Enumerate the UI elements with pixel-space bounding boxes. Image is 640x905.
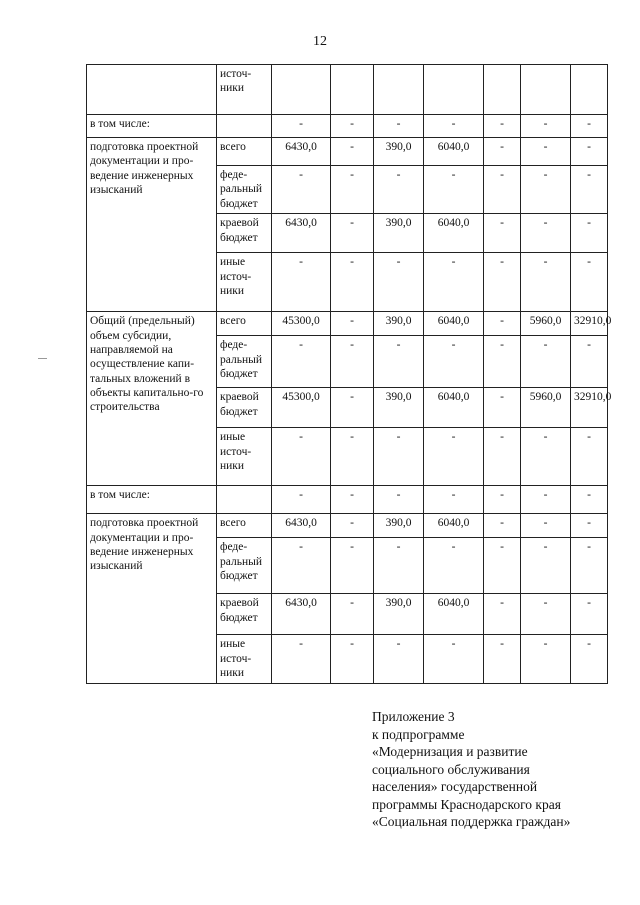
funding-source: источ-ники [217, 65, 272, 115]
value-cell: - [521, 115, 571, 138]
margin-mark [38, 358, 47, 359]
value-cell: 6040,0 [424, 594, 484, 635]
value-cell: - [424, 635, 484, 684]
value-cell: - [571, 336, 608, 388]
value-cell: 32910,0 [571, 312, 608, 336]
value-cell: - [571, 594, 608, 635]
value-cell: - [331, 538, 374, 594]
value-cell: 390,0 [374, 594, 424, 635]
table-body [87, 65, 612, 684]
value-cell: - [331, 428, 374, 486]
value-cell: - [521, 514, 571, 538]
value-cell: - [484, 214, 521, 253]
value-cell: - [331, 336, 374, 388]
appendix-line: «Социальная поддержка граждан» [372, 814, 571, 829]
funding-source: иные источ-ники [217, 253, 272, 312]
funding-source: феде-ральный бюджет [217, 166, 272, 214]
value-cell: - [521, 428, 571, 486]
value-cell: - [424, 166, 484, 214]
value-cell: - [521, 138, 571, 166]
value-cell: - [331, 594, 374, 635]
value-cell: - [272, 635, 331, 684]
appendix-line: программы Краснодарского края [372, 796, 561, 812]
value-cell: - [272, 115, 331, 138]
value-cell: 5960,0 [521, 312, 571, 336]
value-cell: - [331, 138, 374, 166]
value-cell [424, 65, 484, 115]
value-cell: - [484, 115, 521, 138]
value-cell: 45300,0 [272, 388, 331, 428]
value-cell: - [571, 214, 608, 253]
value-cell: - [331, 388, 374, 428]
value-cell [484, 65, 521, 115]
value-cell: - [374, 336, 424, 388]
funding-source: краевой бюджет [217, 214, 272, 253]
value-cell: - [272, 166, 331, 214]
value-cell: 6430,0 [272, 214, 331, 253]
funding-source: иные источ-ники [217, 635, 272, 684]
value-cell: - [272, 428, 331, 486]
appendix-line: населения» государственной [372, 779, 538, 794]
value-cell [521, 65, 571, 115]
appendix-line: к подпрограмме [372, 726, 465, 742]
value-cell: - [424, 115, 484, 138]
value-cell: - [571, 138, 608, 166]
value-cell: - [571, 514, 608, 538]
value-cell: - [571, 635, 608, 684]
value-cell: 45300,0 [272, 312, 331, 336]
value-cell: - [521, 594, 571, 635]
value-cell: 390,0 [374, 214, 424, 253]
appendix-line: Приложение 3 [372, 709, 455, 724]
value-cell: - [331, 115, 374, 138]
value-cell: 6040,0 [424, 214, 484, 253]
value-cell: - [571, 486, 608, 514]
funding-source [217, 486, 272, 514]
value-cell: 5960,0 [521, 388, 571, 428]
value-cell: - [424, 253, 484, 312]
value-cell: - [571, 428, 608, 486]
page-number: 12 [313, 34, 327, 49]
value-cell: - [484, 594, 521, 635]
value-cell: - [272, 486, 331, 514]
value-cell: - [484, 428, 521, 486]
value-cell: - [374, 115, 424, 138]
value-cell [374, 65, 424, 115]
value-cell: - [484, 166, 521, 214]
value-cell: - [374, 486, 424, 514]
value-cell: - [424, 538, 484, 594]
value-cell: - [374, 253, 424, 312]
value-cell: - [484, 486, 521, 514]
value-cell: 6430,0 [272, 514, 331, 538]
value-cell: - [484, 312, 521, 336]
value-cell: - [484, 514, 521, 538]
value-cell: - [484, 253, 521, 312]
value-cell: - [521, 166, 571, 214]
funding-source: краевой бюджет [217, 594, 272, 635]
table-row [87, 65, 608, 115]
value-cell: - [424, 336, 484, 388]
funding-source: краевой бюджет [217, 388, 272, 428]
value-cell: 390,0 [374, 312, 424, 336]
row-label: подготовка проектной документации и про-ведение инженерных изысканий [90, 141, 199, 197]
value-cell: - [521, 336, 571, 388]
value-cell: - [484, 336, 521, 388]
table-row [87, 138, 608, 166]
value-cell: - [272, 336, 331, 388]
row-label: в том числе: [90, 489, 150, 502]
value-cell: - [521, 635, 571, 684]
funding-source: всего [217, 312, 272, 336]
value-cell: - [331, 312, 374, 336]
table-row [87, 312, 608, 336]
funding-source: иные источ-ники [217, 428, 272, 486]
value-cell: - [424, 486, 484, 514]
funding-source: всего [217, 138, 272, 166]
row-label-cell [87, 486, 217, 514]
funding-source [217, 115, 272, 138]
value-cell: - [571, 538, 608, 594]
funding-source: феде-ральный бюджет [217, 336, 272, 388]
value-cell: - [571, 115, 608, 138]
funding-source: всего [217, 514, 272, 538]
appendix-line: «Модернизация и развитие [372, 744, 528, 759]
value-cell: 6040,0 [424, 138, 484, 166]
value-cell: 6430,0 [272, 594, 331, 635]
value-cell: - [521, 253, 571, 312]
value-cell: 6040,0 [424, 388, 484, 428]
value-cell: - [374, 635, 424, 684]
value-cell: 32910,0 [571, 388, 608, 428]
row-label-cell [87, 138, 217, 312]
value-cell: 390,0 [374, 388, 424, 428]
row-label: Общий (предельный) объем субсидии, направляемой на осуществление капи-тальных вложений в объекты капитально-го строительства [90, 315, 204, 414]
value-cell: - [374, 166, 424, 214]
value-cell: - [331, 635, 374, 684]
value-cell: - [521, 486, 571, 514]
appendix-note [372, 708, 570, 831]
table-row [87, 514, 608, 538]
row-label-cell [87, 115, 217, 138]
row-label-cell [87, 65, 217, 115]
value-cell: 6040,0 [424, 312, 484, 336]
value-cell: - [374, 538, 424, 594]
table-row [87, 486, 608, 514]
value-cell: - [272, 538, 331, 594]
row-label-cell [87, 514, 217, 684]
table-row [87, 115, 608, 138]
value-cell: - [374, 428, 424, 486]
value-cell [331, 65, 374, 115]
value-cell: 6430,0 [272, 138, 331, 166]
value-cell: - [331, 214, 374, 253]
value-cell: - [331, 486, 374, 514]
value-cell: - [484, 138, 521, 166]
value-cell: - [424, 428, 484, 486]
row-label-cell [87, 312, 217, 486]
value-cell: - [331, 514, 374, 538]
value-cell: 390,0 [374, 514, 424, 538]
value-cell: - [571, 253, 608, 312]
value-cell: - [484, 538, 521, 594]
value-cell: 6040,0 [424, 514, 484, 538]
value-cell: - [331, 166, 374, 214]
value-cell [571, 65, 608, 115]
value-cell: - [521, 538, 571, 594]
row-label: подготовка проектной документации и про-ведение инженерных изысканий [90, 517, 199, 573]
appendix-line: социального обслуживания [372, 761, 530, 777]
value-cell: 390,0 [374, 138, 424, 166]
funding-source: феде-ральный бюджет [217, 538, 272, 594]
value-cell: - [331, 253, 374, 312]
value-cell: - [484, 635, 521, 684]
value-cell [272, 65, 331, 115]
value-cell: - [521, 214, 571, 253]
row-label: в том числе: [90, 118, 150, 130]
value-cell: - [272, 253, 331, 312]
funding-table [86, 64, 612, 684]
value-cell: - [484, 388, 521, 428]
value-cell: - [571, 166, 608, 214]
